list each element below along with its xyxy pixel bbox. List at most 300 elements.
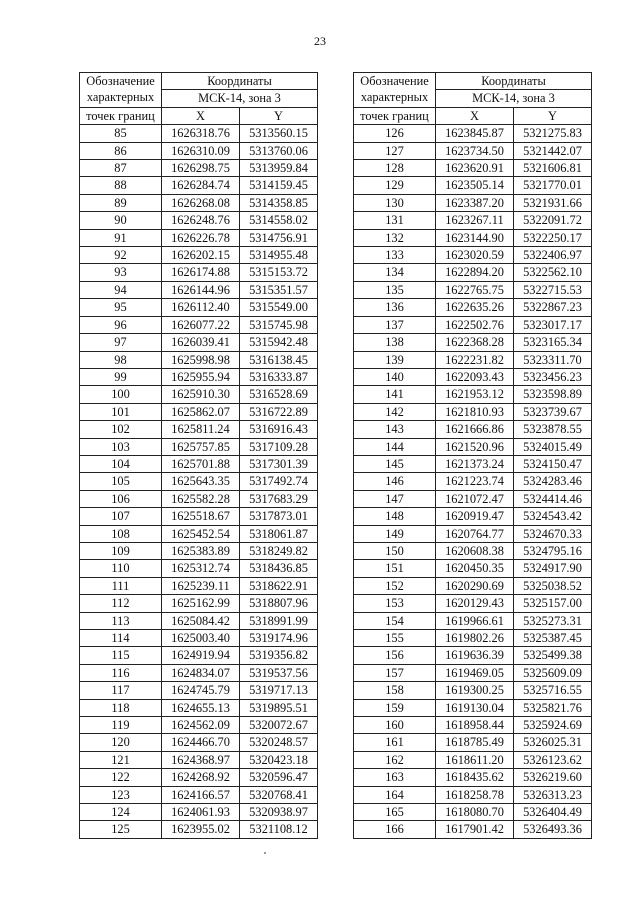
point-number: 147 — [354, 490, 436, 507]
point-number: 137 — [354, 316, 436, 333]
coord-x: 1625312.74 — [162, 560, 240, 577]
coord-y: 5317301.39 — [240, 455, 318, 472]
coord-x: 1620919.47 — [436, 508, 514, 525]
table-row — [354, 577, 592, 594]
table-row — [80, 142, 318, 159]
table-row — [80, 717, 318, 734]
point-number: 100 — [80, 386, 162, 403]
point-number: 166 — [354, 821, 436, 838]
coord-y: 5316916.43 — [240, 421, 318, 438]
point-number: 105 — [80, 473, 162, 490]
table-row — [354, 438, 592, 455]
point-number: 129 — [354, 177, 436, 194]
point-number: 85 — [80, 125, 162, 142]
coord-x: 1621373.24 — [436, 455, 514, 472]
coord-y: 5324414.46 — [514, 490, 592, 507]
table-row — [80, 612, 318, 629]
coord-y: 5324283.46 — [514, 473, 592, 490]
coord-y: 5323878.55 — [514, 421, 592, 438]
coord-y: 5321275.83 — [514, 125, 592, 142]
coord-y: 5325821.76 — [514, 699, 592, 716]
point-number: 111 — [80, 577, 162, 594]
coord-y: 5316722.89 — [240, 403, 318, 420]
coord-x: 1623267.11 — [436, 212, 514, 229]
header-coordinates: Координаты — [162, 73, 318, 90]
table-row — [354, 142, 592, 159]
coord-x: 1625757.85 — [162, 438, 240, 455]
point-number: 92 — [80, 247, 162, 264]
coord-x: 1624919.94 — [162, 647, 240, 664]
coord-y: 5326404.49 — [514, 804, 592, 821]
point-number: 127 — [354, 142, 436, 159]
coord-y: 5319174.96 — [240, 630, 318, 647]
table-row — [354, 229, 592, 246]
table-row — [354, 804, 592, 821]
coord-x: 1625383.89 — [162, 542, 240, 559]
table-row — [354, 177, 592, 194]
table-row — [80, 699, 318, 716]
table-row — [80, 160, 318, 177]
point-number: 122 — [80, 769, 162, 786]
table-row — [354, 160, 592, 177]
table-row — [80, 630, 318, 647]
coord-x: 1624834.07 — [162, 664, 240, 681]
coord-y: 5318061.87 — [240, 525, 318, 542]
header-y: Y — [514, 107, 592, 124]
coord-y: 5325499.38 — [514, 647, 592, 664]
point-number: 87 — [80, 160, 162, 177]
coord-x: 1626284.74 — [162, 177, 240, 194]
coord-x: 1621810.93 — [436, 403, 514, 420]
coord-x: 1619802.26 — [436, 630, 514, 647]
coord-y: 5318249.82 — [240, 542, 318, 559]
coord-y: 5322250.17 — [514, 229, 592, 246]
coord-y: 5317492.74 — [240, 473, 318, 490]
table-row — [80, 508, 318, 525]
table-body — [354, 125, 592, 839]
point-number: 98 — [80, 351, 162, 368]
table-row — [80, 769, 318, 786]
coord-x: 1617901.42 — [436, 821, 514, 838]
point-number: 148 — [354, 508, 436, 525]
coord-y: 5323017.17 — [514, 316, 592, 333]
point-number: 152 — [354, 577, 436, 594]
coord-y: 5325716.55 — [514, 682, 592, 699]
coord-x: 1619469.05 — [436, 664, 514, 681]
coord-x: 1624655.13 — [162, 699, 240, 716]
coord-x: 1621223.74 — [436, 473, 514, 490]
point-number: 114 — [80, 630, 162, 647]
table-row — [354, 455, 592, 472]
coord-x: 1625162.99 — [162, 595, 240, 612]
point-number: 108 — [80, 525, 162, 542]
coord-y: 5322715.53 — [514, 281, 592, 298]
header-x: X — [436, 107, 514, 124]
point-number: 131 — [354, 212, 436, 229]
point-number: 155 — [354, 630, 436, 647]
coord-y: 5326493.36 — [514, 821, 592, 838]
coord-x: 1625955.94 — [162, 368, 240, 385]
coordinates-table-right — [353, 72, 592, 839]
coord-y: 5314159.45 — [240, 177, 318, 194]
table-row — [354, 194, 592, 211]
coord-y: 5324795.16 — [514, 542, 592, 559]
point-number: 153 — [354, 595, 436, 612]
point-number: 149 — [354, 525, 436, 542]
point-number: 128 — [354, 160, 436, 177]
table-row — [354, 316, 592, 333]
point-number: 103 — [80, 438, 162, 455]
table-row — [354, 734, 592, 751]
coord-x: 1624466.70 — [162, 734, 240, 751]
coord-y: 5320596.47 — [240, 769, 318, 786]
table-row — [80, 386, 318, 403]
point-number: 163 — [354, 769, 436, 786]
coord-x: 1618958.44 — [436, 717, 514, 734]
coord-y: 5313959.84 — [240, 160, 318, 177]
point-number: 106 — [80, 490, 162, 507]
table-row — [80, 229, 318, 246]
table-row — [80, 212, 318, 229]
table-row — [354, 508, 592, 525]
table-row — [80, 247, 318, 264]
table-row — [354, 612, 592, 629]
coord-x: 1626310.09 — [162, 142, 240, 159]
table-row — [80, 368, 318, 385]
table-row — [80, 804, 318, 821]
point-number: 145 — [354, 455, 436, 472]
coord-y: 5317683.29 — [240, 490, 318, 507]
coord-x: 1626077.22 — [162, 316, 240, 333]
point-number: 143 — [354, 421, 436, 438]
coord-y: 5323598.89 — [514, 386, 592, 403]
coord-x: 1622894.20 — [436, 264, 514, 281]
point-number: 158 — [354, 682, 436, 699]
table-row — [354, 490, 592, 507]
coord-y: 5326219.60 — [514, 769, 592, 786]
coord-y: 5316138.45 — [240, 351, 318, 368]
coord-x: 1620450.35 — [436, 560, 514, 577]
table-row — [80, 682, 318, 699]
coord-x: 1619636.39 — [436, 647, 514, 664]
table-row — [80, 525, 318, 542]
coord-y: 5325924.69 — [514, 717, 592, 734]
coord-x: 1624166.57 — [162, 786, 240, 803]
point-number: 130 — [354, 194, 436, 211]
table-row — [80, 595, 318, 612]
point-number: 91 — [80, 229, 162, 246]
coord-y: 5313760.06 — [240, 142, 318, 159]
header-x: X — [162, 107, 240, 124]
point-number: 132 — [354, 229, 436, 246]
coord-x: 1624562.09 — [162, 717, 240, 734]
table-row — [354, 247, 592, 264]
coord-y: 5320072.67 — [240, 717, 318, 734]
coord-x: 1625811.24 — [162, 421, 240, 438]
coord-y: 5324015.49 — [514, 438, 592, 455]
header-designation — [354, 73, 436, 108]
table-row — [80, 177, 318, 194]
coord-x: 1623505.14 — [436, 177, 514, 194]
header-coordinates: Координаты — [436, 73, 592, 90]
coord-x: 1618258.78 — [436, 786, 514, 803]
coord-x: 1626039.41 — [162, 334, 240, 351]
table-row — [354, 821, 592, 838]
table-row — [80, 299, 318, 316]
coord-y: 5314955.48 — [240, 247, 318, 264]
coord-x: 1619966.61 — [436, 612, 514, 629]
point-number: 96 — [80, 316, 162, 333]
coord-y: 5319717.13 — [240, 682, 318, 699]
coord-x: 1622635.26 — [436, 299, 514, 316]
scan-speck — [264, 852, 266, 854]
point-number: 161 — [354, 734, 436, 751]
point-number: 89 — [80, 194, 162, 211]
coord-x: 1619300.25 — [436, 682, 514, 699]
coord-x: 1626298.75 — [162, 160, 240, 177]
coord-y: 5324670.33 — [514, 525, 592, 542]
table-row — [80, 125, 318, 142]
coord-x: 1626248.76 — [162, 212, 240, 229]
point-number: 157 — [354, 664, 436, 681]
coord-x: 1626144.96 — [162, 281, 240, 298]
table-row — [80, 455, 318, 472]
table-row — [80, 821, 318, 838]
table-row — [354, 351, 592, 368]
table-body — [80, 125, 318, 839]
table-row — [354, 751, 592, 768]
coord-y: 5315351.57 — [240, 281, 318, 298]
coord-y: 5326025.31 — [514, 734, 592, 751]
coord-y: 5321770.01 — [514, 177, 592, 194]
coord-x: 1625643.35 — [162, 473, 240, 490]
table-row — [80, 403, 318, 420]
coord-y: 5325273.31 — [514, 612, 592, 629]
point-number: 112 — [80, 595, 162, 612]
coord-y: 5322562.10 — [514, 264, 592, 281]
coord-x: 1626112.40 — [162, 299, 240, 316]
point-number: 86 — [80, 142, 162, 159]
coord-y: 5325609.09 — [514, 664, 592, 681]
coord-y: 5323311.70 — [514, 351, 592, 368]
coord-x: 1626202.15 — [162, 247, 240, 264]
point-number: 115 — [80, 647, 162, 664]
table-row — [354, 786, 592, 803]
coord-y: 5323456.23 — [514, 368, 592, 385]
coord-y: 5325387.45 — [514, 630, 592, 647]
coord-y: 5319356.82 — [240, 647, 318, 664]
coord-x: 1620608.38 — [436, 542, 514, 559]
table-row — [354, 595, 592, 612]
point-number: 120 — [80, 734, 162, 751]
point-number: 125 — [80, 821, 162, 838]
coord-x: 1621520.96 — [436, 438, 514, 455]
header-designation-line: характерных — [360, 90, 429, 105]
coord-x: 1622502.76 — [436, 316, 514, 333]
coord-x: 1625701.88 — [162, 455, 240, 472]
table-row — [80, 351, 318, 368]
point-number: 99 — [80, 368, 162, 385]
coord-y: 5318436.85 — [240, 560, 318, 577]
point-number: 144 — [354, 438, 436, 455]
point-number: 121 — [80, 751, 162, 768]
table-row — [80, 194, 318, 211]
coord-x: 1622231.82 — [436, 351, 514, 368]
coord-y: 5324150.47 — [514, 455, 592, 472]
point-number: 136 — [354, 299, 436, 316]
point-number: 102 — [80, 421, 162, 438]
point-number: 93 — [80, 264, 162, 281]
coord-y: 5323739.67 — [514, 403, 592, 420]
coord-x: 1624368.97 — [162, 751, 240, 768]
table-row — [80, 334, 318, 351]
header-designation-line: точек границ — [354, 107, 436, 124]
table-row — [354, 125, 592, 142]
table-row — [354, 542, 592, 559]
coord-x: 1619130.04 — [436, 699, 514, 716]
point-number: 101 — [80, 403, 162, 420]
header-designation-line: Обозначение — [360, 74, 429, 88]
header-designation-line: точек границ — [80, 107, 162, 124]
table-row — [80, 786, 318, 803]
table-row — [80, 316, 318, 333]
page-number: 23 — [314, 34, 326, 48]
table-row — [354, 386, 592, 403]
coord-x: 1622368.28 — [436, 334, 514, 351]
coord-x: 1622093.43 — [436, 368, 514, 385]
coord-y: 5324543.42 — [514, 508, 592, 525]
table-row — [354, 699, 592, 716]
coord-x: 1625998.98 — [162, 351, 240, 368]
coord-x: 1623955.02 — [162, 821, 240, 838]
point-number: 138 — [354, 334, 436, 351]
point-number: 150 — [354, 542, 436, 559]
coord-x: 1625084.42 — [162, 612, 240, 629]
coord-y: 5314558.02 — [240, 212, 318, 229]
coord-x: 1626226.78 — [162, 229, 240, 246]
coord-x: 1623734.50 — [436, 142, 514, 159]
coord-y: 5323165.34 — [514, 334, 592, 351]
table-row — [80, 751, 318, 768]
coord-y: 5322091.72 — [514, 212, 592, 229]
table-row — [80, 577, 318, 594]
table-row — [80, 490, 318, 507]
coord-x: 1621666.86 — [436, 421, 514, 438]
table-row — [80, 647, 318, 664]
point-number: 126 — [354, 125, 436, 142]
table-row — [354, 281, 592, 298]
point-number: 90 — [80, 212, 162, 229]
coord-x: 1625518.67 — [162, 508, 240, 525]
coord-y: 5316333.87 — [240, 368, 318, 385]
table-row — [354, 299, 592, 316]
coord-y: 5326123.62 — [514, 751, 592, 768]
coord-y: 5320248.57 — [240, 734, 318, 751]
coord-x: 1623387.20 — [436, 194, 514, 211]
coord-y: 5320938.97 — [240, 804, 318, 821]
coord-x: 1623845.87 — [436, 125, 514, 142]
table-row — [354, 473, 592, 490]
table-row — [354, 717, 592, 734]
table-row — [80, 281, 318, 298]
point-number: 164 — [354, 786, 436, 803]
point-number: 97 — [80, 334, 162, 351]
coord-x: 1625003.40 — [162, 630, 240, 647]
table-row — [354, 525, 592, 542]
coord-y: 5325038.52 — [514, 577, 592, 594]
point-number: 146 — [354, 473, 436, 490]
point-number: 151 — [354, 560, 436, 577]
coord-y: 5313560.15 — [240, 125, 318, 142]
coord-x: 1626174.88 — [162, 264, 240, 281]
coord-y: 5316528.69 — [240, 386, 318, 403]
table-row — [80, 734, 318, 751]
coord-y: 5314756.91 — [240, 229, 318, 246]
header-system: МСК-14, зона 3 — [162, 90, 318, 107]
point-number: 141 — [354, 386, 436, 403]
coord-y: 5318807.96 — [240, 595, 318, 612]
table-row — [354, 421, 592, 438]
coord-x: 1625239.11 — [162, 577, 240, 594]
table-row — [80, 560, 318, 577]
header-y: Y — [240, 107, 318, 124]
coord-x: 1625582.28 — [162, 490, 240, 507]
table-row — [354, 264, 592, 281]
coord-x: 1623620.91 — [436, 160, 514, 177]
coord-y: 5321108.12 — [240, 821, 318, 838]
coord-y: 5319537.56 — [240, 664, 318, 681]
point-number: 135 — [354, 281, 436, 298]
point-number: 113 — [80, 612, 162, 629]
coord-x: 1626318.76 — [162, 125, 240, 142]
point-number: 107 — [80, 508, 162, 525]
coord-x: 1620764.77 — [436, 525, 514, 542]
table-row — [354, 769, 592, 786]
coord-x: 1626268.08 — [162, 194, 240, 211]
coord-x: 1618080.70 — [436, 804, 514, 821]
coord-y: 5314358.85 — [240, 194, 318, 211]
header-designation-line: Обозначение — [86, 74, 155, 88]
coord-x: 1623144.90 — [436, 229, 514, 246]
table-row — [354, 647, 592, 664]
table-row — [354, 403, 592, 420]
coord-y: 5318622.91 — [240, 577, 318, 594]
point-number: 160 — [354, 717, 436, 734]
table-row — [354, 368, 592, 385]
coord-y: 5322867.23 — [514, 299, 592, 316]
coordinates-table-left — [79, 72, 318, 839]
table-row — [354, 212, 592, 229]
coord-y: 5320768.41 — [240, 786, 318, 803]
point-number: 110 — [80, 560, 162, 577]
point-number: 133 — [354, 247, 436, 264]
coord-x: 1625452.54 — [162, 525, 240, 542]
coord-y: 5315745.98 — [240, 316, 318, 333]
point-number: 154 — [354, 612, 436, 629]
coord-y: 5325157.00 — [514, 595, 592, 612]
coord-y: 5321606.81 — [514, 160, 592, 177]
table-row — [354, 664, 592, 681]
point-number: 109 — [80, 542, 162, 559]
point-number: 159 — [354, 699, 436, 716]
coord-x: 1624745.79 — [162, 682, 240, 699]
point-number: 165 — [354, 804, 436, 821]
coord-x: 1625910.30 — [162, 386, 240, 403]
coord-y: 5317109.28 — [240, 438, 318, 455]
point-number: 124 — [80, 804, 162, 821]
point-number: 116 — [80, 664, 162, 681]
point-number: 117 — [80, 682, 162, 699]
